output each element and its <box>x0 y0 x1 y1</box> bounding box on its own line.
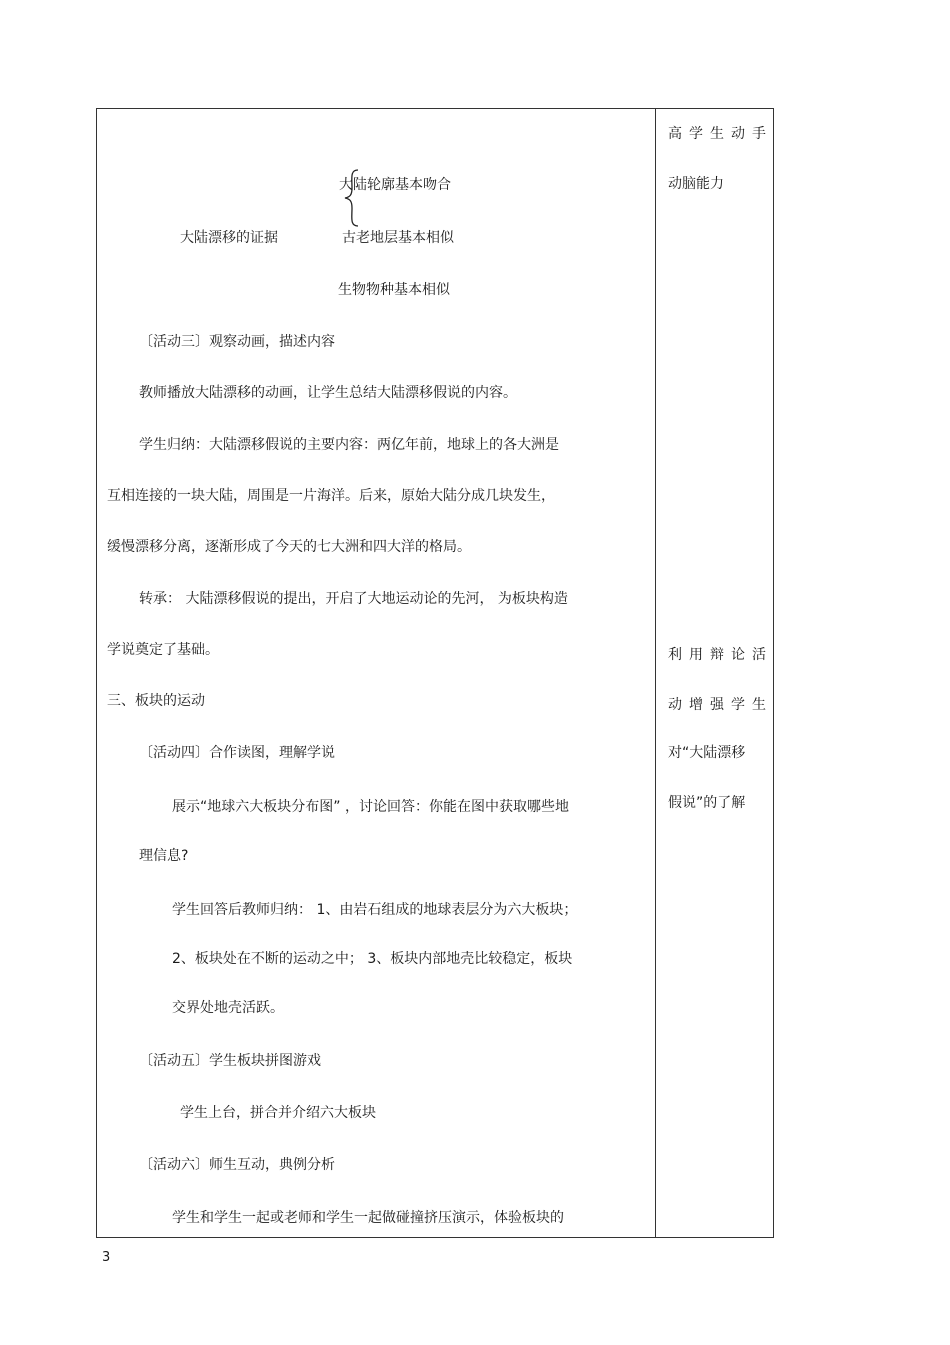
activity5-description: 学生上台，拼合并介绍六大板块 <box>180 1105 376 1121</box>
conclusion-line-2: 2、板块处在不断的运动之中； 3、板块内部地壳比较稳定，板块 <box>172 951 573 967</box>
activity5-title: 〔活动五〕学生板块拼图游戏 <box>139 1053 321 1069</box>
note-line: 假说”的了解 <box>668 795 746 811</box>
evidence-label: 大陆漂移的证据 <box>180 230 278 246</box>
activity4-description-line-1: 展示“地球六大板块分布图” ，讨论回答：你能在图中获取哪些地 <box>172 799 569 815</box>
transition-line-2: 学说奠定了基础。 <box>107 642 219 658</box>
activity3-title: 〔活动三〕观察动画，描述内容 <box>139 334 335 350</box>
column-divider <box>655 108 656 1238</box>
activity3-description: 教师播放大陆漂移的动画，让学生总结大陆漂移假说的内容。 <box>139 385 517 401</box>
activity6-title: 〔活动六〕师生互动，典例分析 <box>139 1157 335 1173</box>
evidence-item-species: 生物物种基本相似 <box>338 282 450 298</box>
activity4-description-line-2: 理信息? <box>139 848 189 864</box>
transition-line-1: 转承： 大陆漂移假说的提出，开启了大地运动论的先河， 为板块构造 <box>139 591 568 607</box>
note-line: 动增强学生 <box>668 697 773 713</box>
summary-line-1: 学生归纳：大陆漂移假说的主要内容：两亿年前，地球上的各大洲是 <box>139 437 559 453</box>
section-heading: 三、板块的运动 <box>107 693 205 709</box>
conclusion-line-3: 交界处地壳活跃。 <box>172 1000 284 1016</box>
evidence-item-outline: 大陆轮廓基本吻合 <box>339 177 451 193</box>
evidence-item-strata: 古老地层基本相似 <box>342 230 454 246</box>
note-line: 高学生动手 <box>668 126 773 142</box>
activity4-title: 〔活动四〕合作读图，理解学说 <box>139 745 335 761</box>
note-line: 动脑能力 <box>668 176 724 192</box>
summary-line-3: 缓慢漂移分离，逐渐形成了今天的七大洲和四大洋的格局。 <box>107 539 471 555</box>
summary-line-2: 互相连接的一块大陆，周围是一片海洋。后来，原始大陆分成几块发生， <box>107 488 555 504</box>
activity6-description: 学生和学生一起或老师和学生一起做碰撞挤压演示，体验板块的 <box>172 1210 564 1226</box>
note-line: 对“大陆漂移 <box>668 745 746 761</box>
note-line: 利用辩论活 <box>668 647 773 663</box>
page-number: 3 <box>102 1250 111 1265</box>
conclusion-line-1: 学生回答后教师归纳： 1、由岩石组成的地球表层分为六大板块； <box>172 902 578 918</box>
